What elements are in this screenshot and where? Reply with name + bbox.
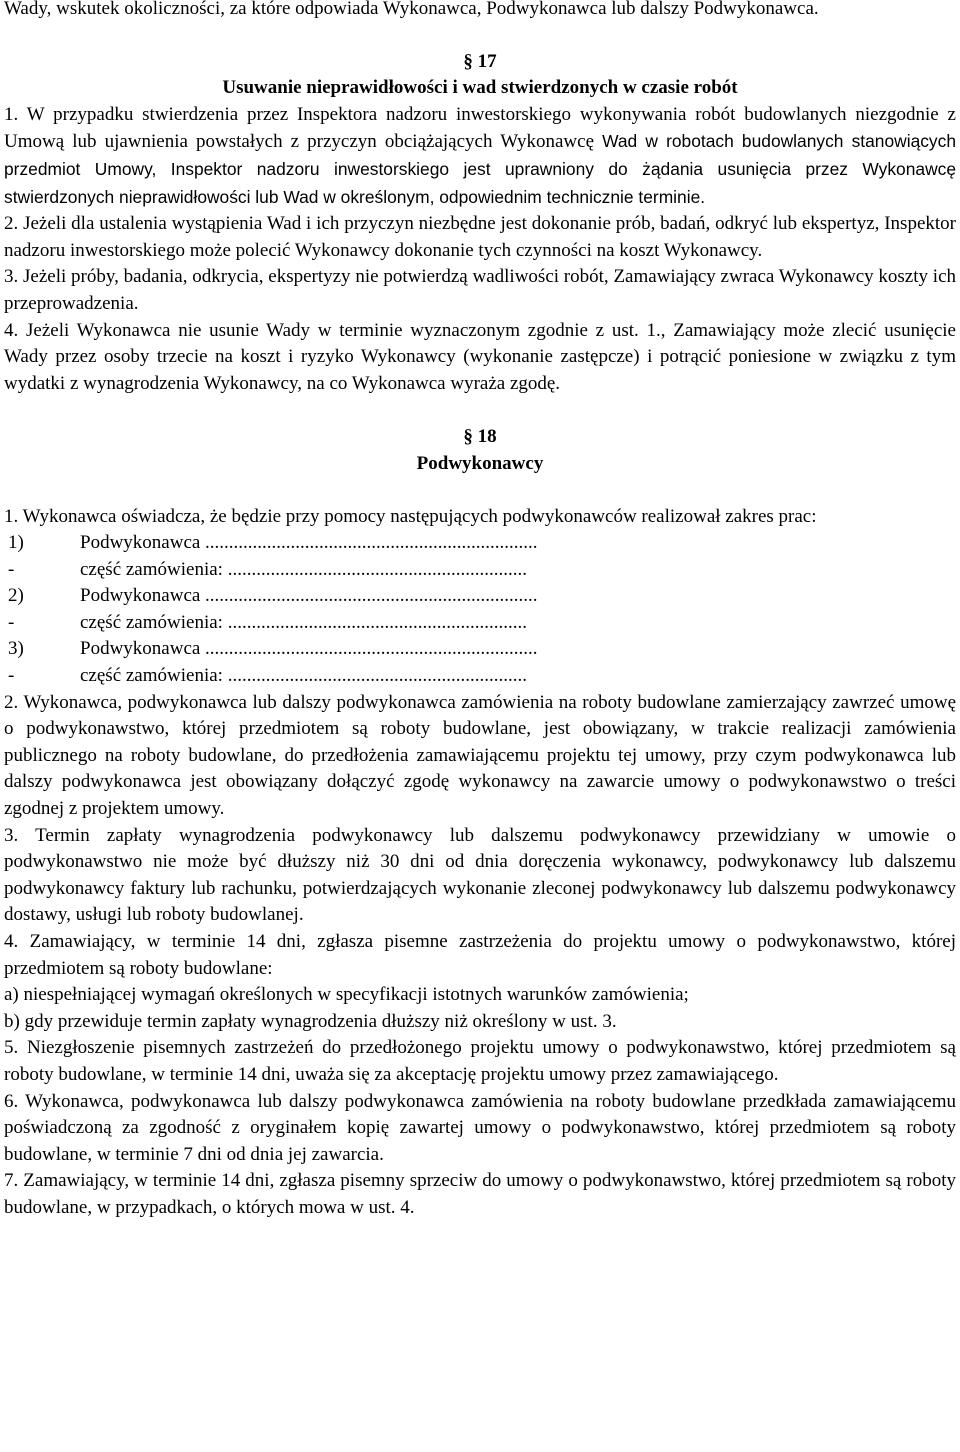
section-17-paragraph-3: 3. Jeżeli próby, badania, odkrycia, ekspertyzy nie potwierdzą wadliwości robót, Zamawiający zwraca Wykonawcy koszty ich przeprowadzenia. bbox=[4, 266, 956, 314]
section-18-paragraph-1: 1. Wykonawca oświadcza, że będzie przy pomocy następujących podwykonawców realizował zakres prac: bbox=[4, 505, 817, 527]
list-item-label: część zamówienia: ............................................................... bbox=[80, 665, 527, 687]
section-17-paragraph-1-serif: 1. W przypadku stwierdzenia przez Inspektora nadzoru inwestorskiego wykonywania robót budowlanych niezgodnie z Umową lub ujawnienia powstałych z przyczyn obciążających Wykonawcę bbox=[4, 103, 956, 153]
section-18-paragraph-4b: b) gdy przewiduje termin zapłaty wynagrodzenia dłuższy niż określony w ust. 3. bbox=[4, 1010, 617, 1032]
subcontractor-list bbox=[4, 530, 956, 690]
intro-paragraph: Wady, wskutek okoliczności, za które odpowiada Wykonawca, Podwykonawca lub dalszy Podwykonawca. bbox=[4, 0, 819, 19]
list-item bbox=[4, 530, 956, 557]
section-17-paragraph-4: 4. Jeżeli Wykonawca nie usunie Wady w terminie wyznaczonym zgodnie z ust. 1., Zamawiający może zlecić usunięcie Wady przez osoby trzecie na koszt i ryzyko Wykonawcy (wykonanie zastępcze) i potrącić poniesione w związku z tym wydatki z wynagrodzenia Wykonawcy, na co Wykonawca wyraża zgodę. bbox=[4, 319, 956, 394]
list-item-number: - bbox=[8, 665, 15, 687]
section-18-paragraph-3: 3. Termin zapłaty wynagrodzenia podwykonawcy lub dalszemu podwykonawcy przewidziany w umowie o podwykonawstwo nie może być dłuższy niż 30 dni od dnia doręczenia wykonawcy, podwykonawcy lub dalszemu podwykonawcy faktury lub rachunku, potwierdzających wykonanie zleconej podwykonawcy lub dalszemu podwykonawcy dostawy, usługi lub roboty budowlanej. bbox=[4, 824, 956, 926]
list-item-label: Podwykonawca ...................................................................... bbox=[80, 638, 538, 660]
list-item-number: - bbox=[8, 611, 15, 633]
section-18-title: Podwykonawcy bbox=[416, 452, 544, 474]
spacer bbox=[4, 23, 956, 49]
list-item-number: 1) bbox=[8, 532, 24, 554]
section-18-number: § 18 bbox=[463, 426, 497, 448]
list-item bbox=[4, 636, 956, 663]
section-17-paragraph-2: 2. Jeżeli dla ustalenia wystąpienia Wad i ich przyczyn niezbędne jest dokonanie prób, badań, odkryć lub ekspertyz, Inspektor nadzoru inwestorskiego może polecić Wykonawcy dokonanie tych czynności na koszt Wykonawcy. bbox=[4, 213, 956, 261]
section-17-paragraph-1 bbox=[4, 102, 956, 211]
spacer bbox=[4, 478, 956, 504]
spacer bbox=[4, 397, 956, 424]
section-18-paragraph-5: 5. Niezgłoszenie pisemnych zastrzeżeń do przedłożonego projektu umowy o podwykonawstwo, której przedmiotem są roboty budowlane, w terminie 14 dni, uważa się za akceptację projektu umowy przez zamawiającego. bbox=[4, 1037, 956, 1085]
list-item bbox=[4, 583, 956, 610]
list-item bbox=[4, 663, 956, 690]
list-item bbox=[4, 557, 956, 584]
list-item-label: część zamówienia: ............................................................... bbox=[80, 558, 527, 580]
list-item-label: część zamówienia: ............................................................... bbox=[80, 611, 527, 633]
list-item-number: 3) bbox=[8, 638, 24, 660]
list-item-label: Podwykonawca ...................................................................... bbox=[80, 532, 538, 554]
list-item-number: 2) bbox=[8, 585, 24, 607]
section-18-paragraph-6: 6. Wykonawca, podwykonawca lub dalszy podwykonawca zamówienia na roboty budowlane przedkłada zamawiającemu poświadczoną za zgodność z oryginałem kopię zawartej umowy o podwykonawstwo, której przedmiotem są roboty budowlane, w terminie 7 dni od dnia jej zawarcia. bbox=[4, 1090, 956, 1165]
section-17-title: Usuwanie nieprawidłowości i wad stwierdzonych w czasie robót bbox=[222, 77, 738, 99]
section-18-paragraph-4a: a) niespełniającej wymagań określonych w specyfikacji istotnych warunków zamówienia; bbox=[4, 984, 689, 1006]
list-item-label: Podwykonawca ...................................................................... bbox=[80, 585, 538, 607]
list-item-number: - bbox=[8, 558, 15, 580]
section-17-number: § 17 bbox=[463, 50, 497, 72]
section-18-paragraph-4: 4. Zamawiający, w terminie 14 dni, zgłasza pisemne zastrzeżenia do projektu umowy o podwykonawstwo, której przedmiotem są roboty budowlane: bbox=[4, 931, 956, 979]
section-18-paragraph-2: 2. Wykonawca, podwykonawca lub dalszy podwykonawca zamówienia na roboty budowlane zamierzający zawrzeć umowę o podwykonawstwo, której przedmiotem są roboty budowlane, jest obowiązany, w trakcie realizacji zamówienia publicznego na roboty budowlane, do przedłożenia zamawiającemu projektu tej umowy, przy czym podwykonawca lub dalszy podwykonawca jest obowiązany dołączyć zgodę wykonawcy na zawarcie umowy o podwykonawstwo o treści zgodnej z projektem umowy. bbox=[4, 691, 956, 820]
list-item bbox=[4, 610, 956, 637]
section-17-paragraph-1-sans: Wad w robotach budowlanych stanowiących przedmiot Umowy, Inspektor nadzoru inwestorskiego jest uprawniony do żądania usunięcia przez Wykonawcę stwierdzonych nieprawidłowości lub Wad w określonym, odpowiednim technicznie terminie. bbox=[4, 131, 956, 207]
document-page bbox=[4, 0, 956, 1222]
section-18-paragraph-7: 7. Zamawiający, w terminie 14 dni, zgłasza pisemny sprzeciw do umowy o podwykonawstwo, której przedmiotem są roboty budowlane, w przypadkach, o których mowa w ust. 4. bbox=[4, 1170, 956, 1218]
